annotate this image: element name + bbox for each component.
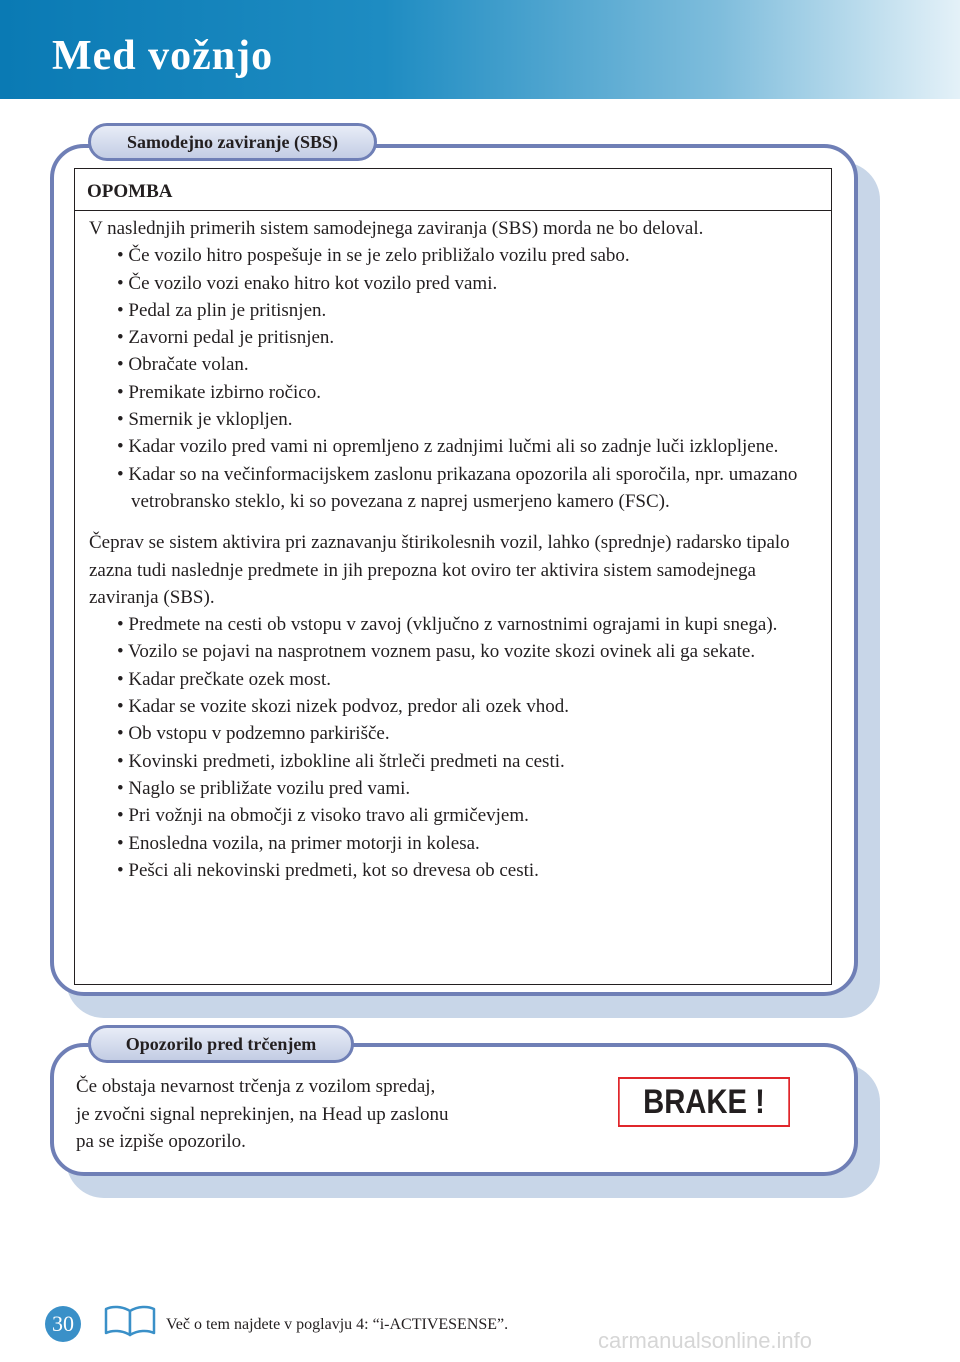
brake-warning-display: BRAKE ! bbox=[618, 1077, 790, 1127]
list-item: • Zavorni pedal je pritisnjen. bbox=[117, 327, 335, 349]
list-item: • Obračate volan. bbox=[117, 354, 249, 376]
warning-line: Če obstaja nevarnost trčenja z vozilom spredaj, bbox=[76, 1076, 436, 1097]
chapter-reference: Več o tem najdete v poglavju 4: “i-ACTIVESENSE”. bbox=[166, 1316, 509, 1333]
list-item: • Kovinski predmeti, izbokline ali štrleči predmeti na cesti. bbox=[117, 750, 565, 772]
list-item: • Če vozilo vozi enako hitro kot vozilo pred vami. bbox=[117, 272, 498, 294]
sbs-section-tab: Samodejno zaviranje (SBS) bbox=[88, 123, 377, 161]
detect-intro: Čeprav se sistem aktivira pri zaznavanju štirikolesnih vozil, lahko (sprednje) radarsko tipalo zazna tudi naslednje predmete in jih prepozna kot oviro ter aktivira sistem samodejnega zaviranja (SBS). bbox=[89, 532, 790, 608]
list-item: • Predmete na cesti ob vstopu v zavoj (vključno z varnostnimi ograjami in kupi snega). bbox=[117, 614, 778, 636]
note-box bbox=[74, 168, 832, 985]
list-item: • Ob vstopu v podzemno parkirišče. bbox=[117, 723, 390, 745]
list-item: • Enosledna vozila, na primer motorji in kolesa. bbox=[117, 832, 480, 854]
list-item: • Pedal za plin je pritisnjen. bbox=[117, 299, 327, 321]
list-item: • Naglo se približate vozilu pred vami. bbox=[117, 777, 411, 799]
note-body bbox=[75, 211, 831, 884]
list-item: • Kadar so na večinformacijskem zaslonu prikazana opozorila ali sporočila, npr. umazano vetrobransko steklo, ki so povezana z naprej usmerjeno kamero (FSC). bbox=[117, 463, 798, 512]
list-item: • Kadar vozilo pred vami ni opremljeno z zadnjimi lučmi ali so zadnje luči izklopljene. bbox=[117, 436, 779, 458]
watermark: carmanualsonline.info bbox=[598, 1328, 813, 1353]
warning-section-tab: Opozorilo pred trčenjem bbox=[88, 1025, 354, 1063]
warning-text bbox=[76, 1073, 546, 1156]
note-intro: V naslednjih primerih sistem samodejnega zaviranja (SBS) morda ne bo deloval. bbox=[89, 218, 704, 239]
list-item: • Vozilo se pojavi na nasprotnem voznem pasu, ko vozite skozi ovinek ali ga sekate. bbox=[117, 641, 756, 663]
book-icon bbox=[102, 1303, 158, 1339]
page-header bbox=[0, 0, 960, 99]
list-item: • Če vozilo hitro pospešuje in se je zelo približalo vozilu pred sabo. bbox=[117, 245, 630, 267]
warning-line: je zvočni signal neprekinjen, na Head up zaslonu bbox=[76, 1103, 449, 1125]
list-item: • Pri vožnji na območji z visoko travo ali grmičevjem. bbox=[117, 805, 529, 827]
note-title: OPOMBA bbox=[75, 169, 831, 211]
list-item: • Kadar prečkate ozek most. bbox=[117, 668, 331, 690]
page-number: 30 bbox=[45, 1306, 81, 1342]
list-item: • Kadar se vozite skozi nizek podvoz, predor ali ozek vhod. bbox=[117, 696, 569, 718]
list-item: • Pešci ali nekovinski predmeti, kot so drevesa ob cesti. bbox=[117, 859, 539, 881]
list-item: • Premikate izbirno ročico. bbox=[117, 381, 321, 403]
list-item: • Smernik je vklopljen. bbox=[117, 409, 293, 431]
page-title: Med vožnjo bbox=[52, 33, 274, 79]
warning-line: pa se izpiše opozorilo. bbox=[76, 1131, 246, 1152]
